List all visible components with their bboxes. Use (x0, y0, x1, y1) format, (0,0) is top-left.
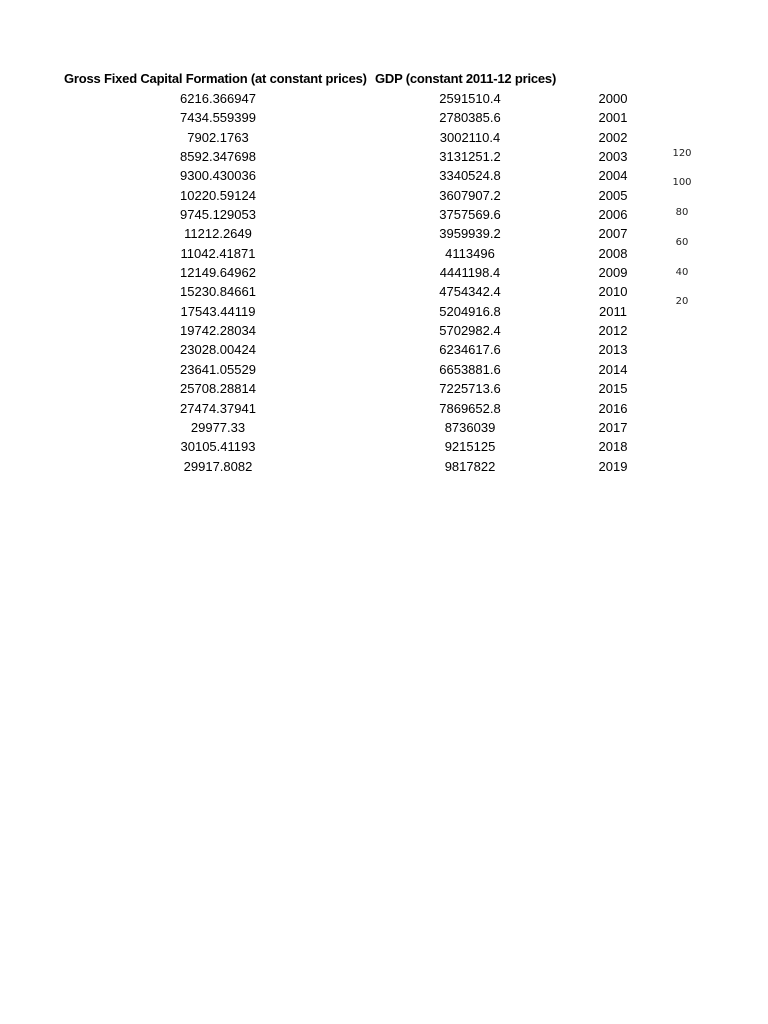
axis-tick-label: 80 (675, 207, 689, 218)
gdp-cell: 4441198.4 (439, 265, 501, 281)
gfcf-cell: 11042.41871 (180, 245, 256, 261)
year-cell: 2004 (598, 168, 628, 184)
gdp-cell: 2780385.6 (439, 110, 501, 126)
table-row (0, 244, 768, 263)
gdp-cell: 3757569.6 (439, 207, 501, 223)
gfcf-cell: 7434.559399 (180, 110, 256, 126)
table-row (0, 321, 768, 340)
gfcf-cell: 25708.28814 (180, 381, 256, 397)
axis-tick-label: 40 (675, 267, 689, 278)
gfcf-cell: 23641.05529 (180, 361, 256, 377)
gfcf-cell: 17543.44119 (180, 303, 256, 319)
table-row (0, 437, 768, 456)
gdp-cell: 9215125 (444, 439, 496, 455)
gfcf-cell: 9300.430036 (180, 168, 256, 184)
gdp-cell: 5702982.4 (439, 323, 501, 339)
table-row (0, 379, 768, 398)
gfcf-cell: 7902.1763 (187, 129, 249, 145)
table-row (0, 224, 768, 243)
gdp-cell: 9817822 (444, 458, 496, 474)
gdp-cell: 4754342.4 (439, 284, 501, 300)
year-cell: 2019 (598, 458, 628, 474)
year-cell: 2017 (598, 419, 628, 435)
gfcf-cell: 6216.366947 (180, 91, 256, 106)
axis-tick-label: 100 (672, 177, 692, 188)
header-gdp: GDP (constant 2011-12 prices) (375, 71, 557, 86)
data-table (0, 89, 768, 476)
gdp-cell: 3607907.2 (439, 187, 501, 203)
gfcf-cell: 11212.2649 (184, 226, 252, 242)
year-cell: 2008 (598, 245, 628, 261)
table-row (0, 263, 768, 282)
year-cell: 2018 (598, 439, 628, 455)
gdp-cell: 6234617.6 (439, 342, 501, 358)
axis-tick-label: 20 (675, 296, 689, 307)
gdp-cell: 5204916.8 (439, 303, 501, 319)
gdp-cell: 6653881.6 (439, 361, 501, 377)
year-cell: 2013 (598, 342, 628, 358)
table-row (0, 147, 768, 166)
header-gfcf: Gross Fixed Capital Formation (at constant prices) (64, 71, 367, 86)
year-cell: 2010 (598, 284, 628, 300)
table-row (0, 108, 768, 127)
gfcf-cell: 15230.84661 (180, 284, 256, 300)
gfcf-cell: 8592.347698 (180, 149, 256, 165)
year-cell: 2005 (598, 187, 628, 203)
year-cell: 2016 (598, 400, 628, 416)
gfcf-cell: 29917.8082 (183, 458, 253, 474)
table-row (0, 128, 768, 147)
year-cell: 2015 (598, 381, 628, 397)
gdp-cell: 2591510.4 (439, 91, 501, 106)
gfcf-cell: 27474.37941 (180, 400, 256, 416)
gfcf-cell: 9745.129053 (180, 207, 256, 223)
partial-chart-axis (660, 0, 704, 1024)
gdp-cell: 3340524.8 (439, 168, 501, 184)
gfcf-cell: 19742.28034 (180, 323, 256, 339)
year-cell: 2002 (598, 129, 628, 145)
year-cell: 2000 (598, 91, 628, 106)
gfcf-cell: 29977.33 (190, 419, 246, 435)
year-cell: 2006 (598, 207, 628, 223)
table-row (0, 302, 768, 321)
gdp-cell: 7225713.6 (439, 381, 501, 397)
gfcf-cell: 23028.00424 (180, 342, 256, 358)
table-row (0, 340, 768, 359)
year-cell: 2009 (598, 265, 628, 281)
table-row (0, 360, 768, 379)
table-row (0, 89, 768, 108)
table-row (0, 282, 768, 301)
year-cell: 2014 (598, 361, 628, 377)
year-cell: 2012 (598, 323, 628, 339)
gfcf-cell: 10220.59124 (180, 187, 256, 203)
gfcf-cell: 30105.41193 (180, 439, 256, 455)
axis-tick-label: 60 (675, 237, 689, 248)
gdp-cell: 4113496 (445, 245, 495, 261)
gdp-cell: 3002110.4 (439, 129, 501, 145)
gdp-cell: 3131251.2 (439, 149, 501, 165)
table-row (0, 205, 768, 224)
table-row (0, 399, 768, 418)
gfcf-cell: 12149.64962 (180, 265, 256, 281)
table-row (0, 418, 768, 437)
year-cell: 2007 (598, 226, 628, 242)
gdp-cell: 7869652.8 (439, 400, 501, 416)
gdp-cell: 8736039 (444, 419, 496, 435)
gdp-cell: 3959939.2 (439, 226, 501, 242)
axis-tick-label: 120 (672, 148, 692, 159)
table-row (0, 166, 768, 185)
year-cell: 2001 (598, 110, 628, 126)
year-cell: 2011 (599, 303, 627, 319)
year-cell: 2003 (598, 149, 628, 165)
table-row (0, 457, 768, 476)
table-row (0, 186, 768, 205)
